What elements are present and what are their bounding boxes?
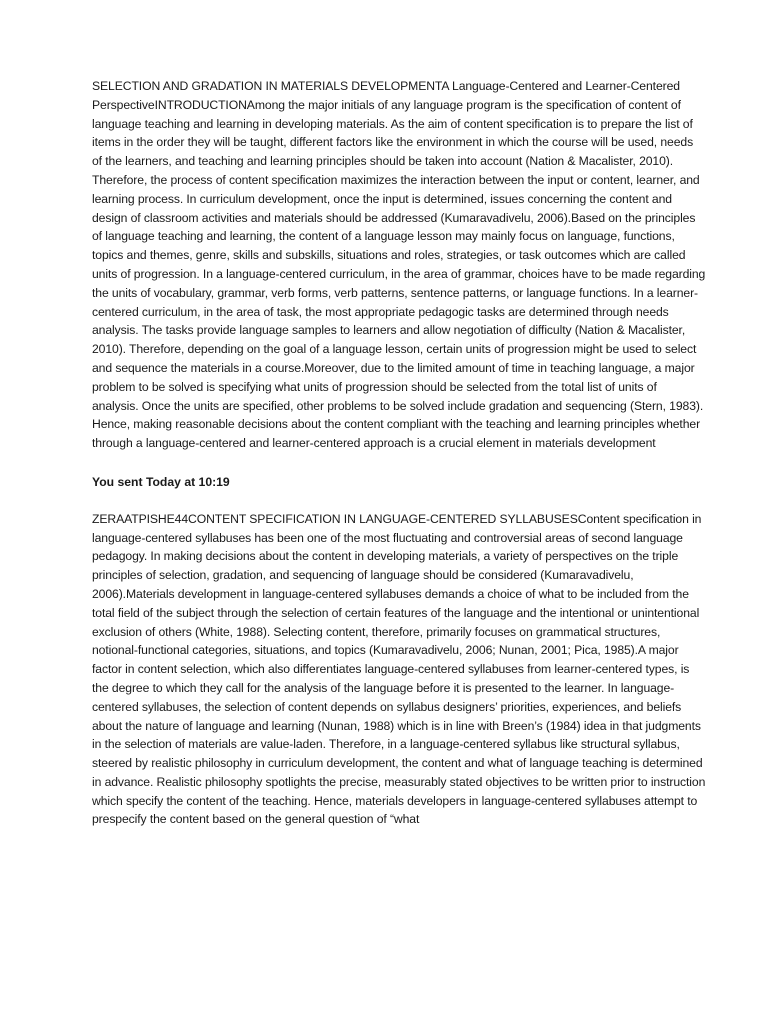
paragraph-content-specification: ZERAATPISHE44CONTENT SPECIFICATION IN LANGUAGE-CENTERED SYLLABUSESContent specification in language-centered syllabuses has been one of the most fluctuating and controversial areas of second language pedagogy. In making decisions about the content in developing materials, a variety of perspectives on the triple principles of selection, gradation, and sequencing of language should be considered (Kumaravadivelu, 2006).Materials development in language-centered syllabuses demands a choice of what to be included from the total field of the subject through the selection of certain features of the language and the intentional or unintentional exclusion of others (White, 1988). Selecting content, therefore, primarily focuses on grammatical structures, notional-functional categories, situations, and topics (Kumaravadivelu, 2006; Nunan, 2001; Pica, 1985).A major factor in content selection, which also differentiates language-centered syllabuses from learner-centered types, is the degree to which they call for the analysis of the language before it is presented to the learner. In language-centered syllabuses, the selection of content depends on syllabus designers’ priorities, experiences, and beliefs about the nature of language and learning (Nunan, 1988) which is in line with Breen’s (1984) idea in that judgments in the selection of materials are value-laden. Therefore, in a language-centered syllabus like structural syllabus, steered by realistic philosophy in curriculum development, the content and what of language teaching is determined in advance. Realistic philosophy spotlights the precise, measurably stated objectives to be written prior to instruction which specify the content of the teaching. Hence, materials developers in language-centered syllabuses attempt to prespecify the content based on the general question of “what — [92, 511, 706, 827]
message-sent-timestamp: You sent Today at 10:19 — [92, 474, 230, 489]
document-page — [92, 77, 706, 829]
paragraph-introduction: SELECTION AND GRADATION IN MATERIALS DEVELOPMENTA Language-Centered and Learner-Centered PerspectiveINTRODUCTIONAmong the major initials of any language program is the specification of content of language teaching and learning in developing materials. As the aim of content specification is to prepare the list of items in the order they will be taught, different factors like the environment in which the course will be used, needs of the learners, and teaching and learning principles should be taken into account (Nation & Macalister, 2010). Therefore, the process of content specification maximizes the interaction between the input or content, learner, and learning process. In curriculum development, once the input is determined, issues concerning the content and design of classroom activities and materials should be addressed (Kumaravadivelu, 2006).Based on the principles of language teaching and learning, the content of a language lesson may mainly focus on language, functions, topics and themes, genre, skills and subskills, situations and roles, strategies, or task outcomes which are called units of progression. In a language-centered curriculum, in the area of grammar, choices have to be made regarding the units of vocabulary, grammar, verb forms, verb patterns, sentence patterns, or language functions. In a learner-centered curriculum, in the area of task, the most appropriate pedagogic tasks are determined through needs analysis. The tasks provide language samples to learners and allow negotiation of difficulty (Nation & Macalister, 2010). Therefore, depending on the goal of a language lesson, certain units of progression might be used to select and sequence the materials in a course.Moreover, due to the limited amount of time in teaching language, a major problem to be solved is specifying what units of progression should be selected from the total list of units of analysis. Once the units are specified, other problems to be solved include gradation and sequencing (Stern, 1983). Hence, making reasonable decisions about the content compliant with the teaching and learning principles whether through a language-centered and learner-centered approach is a crucial element in materials development — [92, 79, 706, 451]
